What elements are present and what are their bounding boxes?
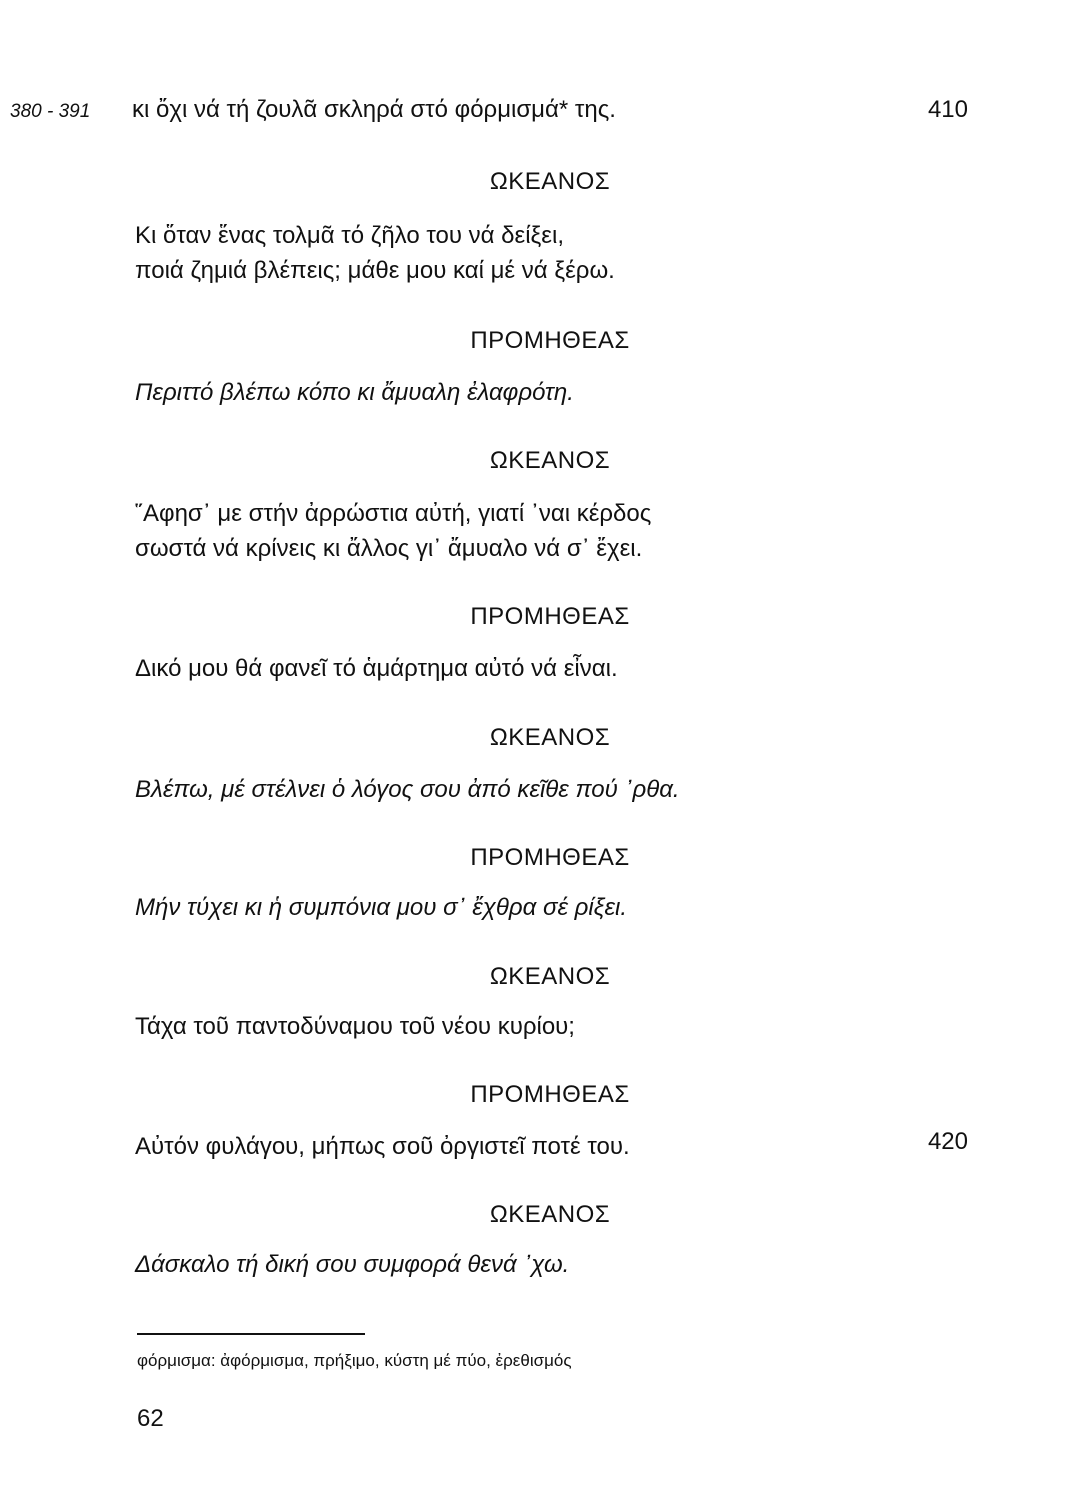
speaker-name: ΩΚΕΑΝΟΣ — [489, 168, 611, 195]
verse-line: Αὐτόν φυλάγου, μήπως σοῦ ὀργιστεῖ ποτέ του. — [135, 1133, 630, 1160]
line-number-420: 420 — [927, 1128, 968, 1155]
footnote: φόρμισμα: ἀφόρμισμα, πρήξιμο, κύστη μέ πύο, ἐρεθισμός — [137, 1351, 572, 1370]
verse-line: Τάχα τοῦ παντοδύναμου τοῦ νέου κυρίου; — [135, 1013, 575, 1040]
footnote-divider — [137, 1333, 365, 1335]
verse-line: Δικό μου θά φανεῖ τό ἁμάρτημα αὐτό νά εἶναι. — [135, 655, 618, 682]
verse-range: 380 - 391 — [10, 101, 91, 122]
speaker-name: ΩΚΕΑΝΟΣ — [489, 963, 611, 990]
verse-line: Βλέπω, μέ στέλνει ὁ λόγος σου ἀπό κεῖθε πού ᾽ρθα. — [135, 776, 680, 803]
speaker-name: ΩΚΕΑΝΟΣ — [489, 724, 611, 751]
page-number: 62 — [137, 1405, 164, 1432]
speaker-name: ΩΚΕΑΝΟΣ — [489, 447, 611, 474]
verse-line: Περιττό βλέπω κόπο κι ἄμυαλη ἐλαφρότη. — [135, 379, 574, 406]
line-number-410: 410 — [927, 96, 968, 123]
speaker-name: ΠΡΟΜΗΘΕΑΣ — [470, 1081, 630, 1108]
verse-line: ποιά ζημιά βλέπεις; μάθε μου καί μέ νά ξέρω. — [135, 257, 615, 284]
speaker-name: ΠΡΟΜΗΘΕΑΣ — [470, 603, 630, 630]
verse-line: σωστά νά κρίνεις κι ἄλλος γι᾽ ἄμυαλο νά σ᾽ ἔχει. — [135, 535, 643, 562]
speaker-name: ΠΡΟΜΗΘΕΑΣ — [470, 844, 630, 871]
verse-line: ῞Αφησ᾽ με στήν ἀρρώστια αὐτή, γιατί ᾽ναι κέρδος — [135, 500, 652, 527]
verse-line-continuation: κι ὄχι νά τή ζουλᾶ σκληρά στό φόρμισμά* της. — [132, 96, 616, 123]
verse-line: Δάσκαλο τή δική σου συμφορά θενά ᾽χω. — [135, 1251, 570, 1278]
speaker-name: ΩΚΕΑΝΟΣ — [489, 1201, 611, 1228]
speaker-name: ΠΡΟΜΗΘΕΑΣ — [470, 327, 630, 354]
verse-line: Μήν τύχει κι ἡ συμπόνια μου σ᾽ ἔχθρα σέ ρίξει. — [135, 894, 628, 921]
verse-line: Κι ὅταν ἕνας τολμᾶ τό ζῆλο του νά δείξει, — [135, 222, 564, 249]
